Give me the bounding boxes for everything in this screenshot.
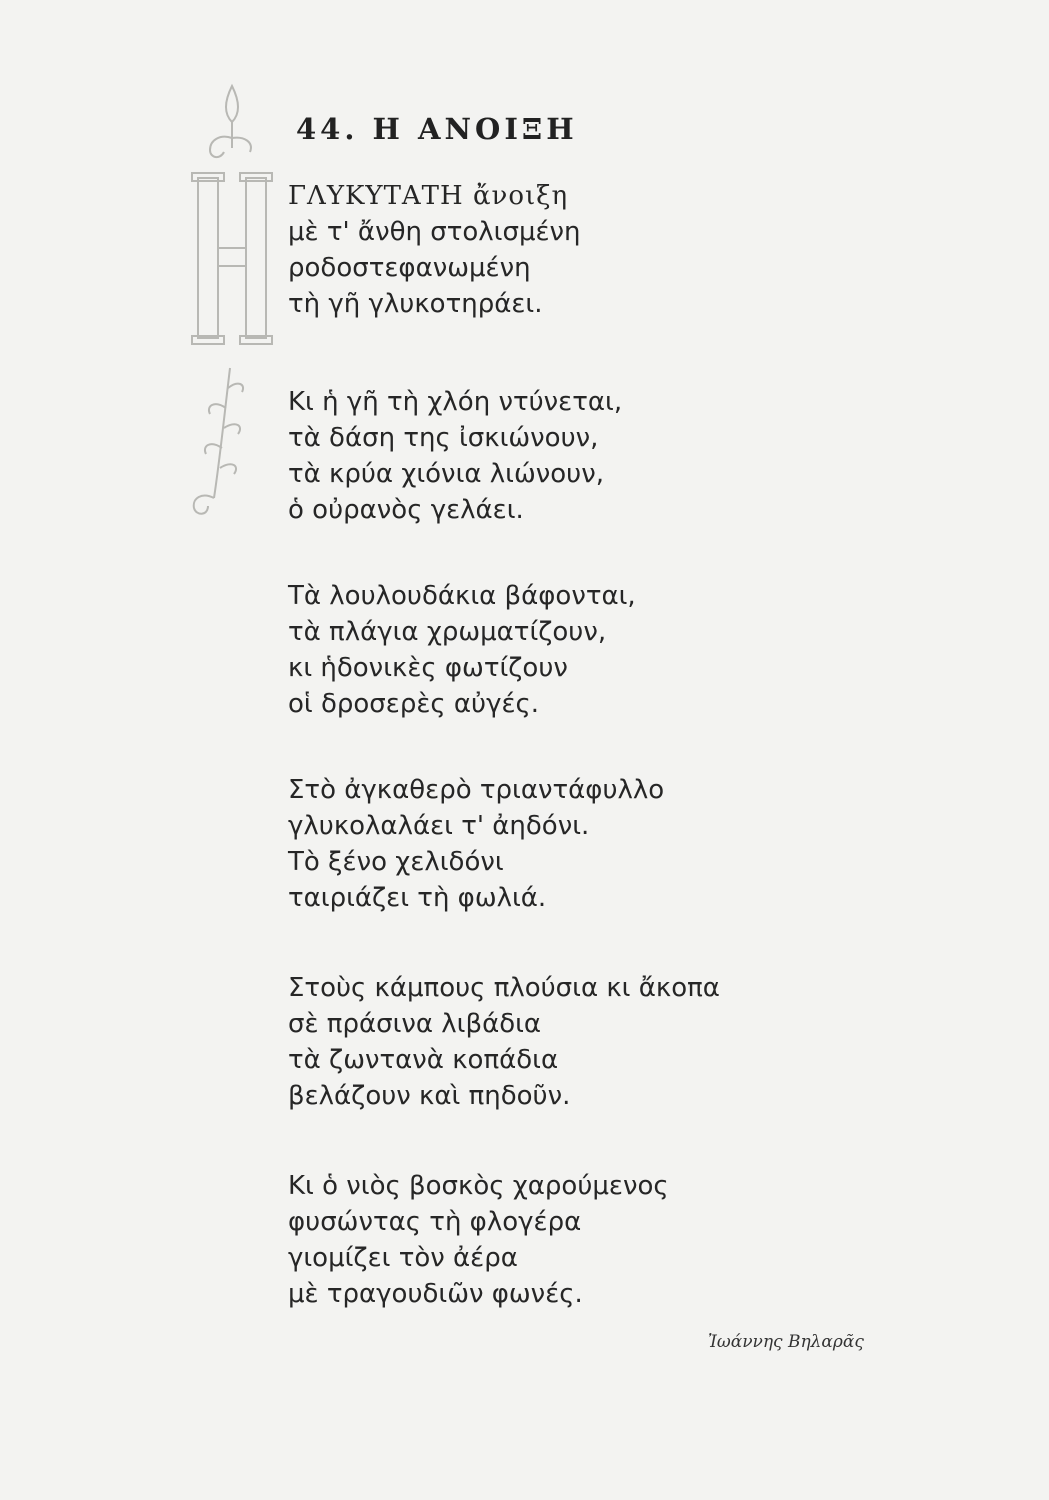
poem-line: σὲ πράσινα λιβάδια [288, 1009, 542, 1039]
poem-line: Τὸ ξένο χελιδόνι [288, 847, 504, 877]
poem-line: τὰ κρύα χιόνια λιώνουν, [288, 459, 604, 489]
stanza-3 [288, 578, 636, 722]
stanza-6 [288, 1168, 669, 1312]
poem-line: τὰ πλάγια χρωματίζουν, [288, 617, 607, 647]
poem-line: κι ἡδονικὲς φωτίζουν [288, 653, 568, 683]
stanza-4 [288, 772, 664, 916]
poem-line: ταιριάζει τὴ φωλιά. [288, 883, 547, 913]
poem-line: Κι ἡ γῆ τὴ χλόη ντύνεται, [288, 387, 623, 417]
poem-line: ΓΛΥΚΥΤΑΤΗ ἄνοιξη [288, 181, 569, 211]
poem-title: 44. Η ΑΝΟΙΞΗ [296, 112, 578, 146]
poem-line: Στὸ ἀγκαθερὸ τριαντάφυλλο [288, 775, 665, 805]
poem-line: μὲ τραγουδιῶν φωνές. [288, 1279, 583, 1309]
poem-line: τὴ γῆ γλυκοτηράει. [288, 289, 543, 319]
poem-line: τὰ δάση της ἰσκιώνουν, [288, 423, 599, 453]
poem-line: ροδοστεφανωμένη [288, 253, 531, 283]
poem-line: μὲ τ' ἄνθη στολισμένη [288, 217, 581, 247]
poem-line: ὁ οὐρανὸς γελάει. [288, 495, 524, 525]
poem-line: γλυκολαλάει τ' ἀηδόνι. [288, 811, 590, 841]
poem-author: Ἰωάννης Βηλαρᾶς [708, 1332, 864, 1352]
poem-line: τὰ ζωντανὰ κοπάδια [288, 1045, 559, 1075]
stanza-2 [288, 384, 622, 528]
poem-line: βελάζουν καὶ πηδοῦν. [288, 1081, 571, 1111]
poem-line: οἱ δροσερὲς αὐγές. [288, 689, 540, 719]
decorative-initial-ornament [180, 78, 280, 558]
poem-line: Στοὺς κάμπους πλούσια κι ἄκοπα [288, 973, 720, 1003]
poem-line: Τὰ λουλουδάκια βάφονται, [288, 581, 636, 611]
stanza-1 [288, 178, 581, 322]
poem-line: Κι ὁ νιὸς βοσκὸς χαρούμενος [288, 1171, 669, 1201]
poem-line: φυσώντας τὴ φλογέρα [288, 1207, 582, 1237]
poem-line: γιομίζει τὸν ἀέρα [288, 1243, 518, 1273]
stanza-5 [288, 970, 720, 1114]
